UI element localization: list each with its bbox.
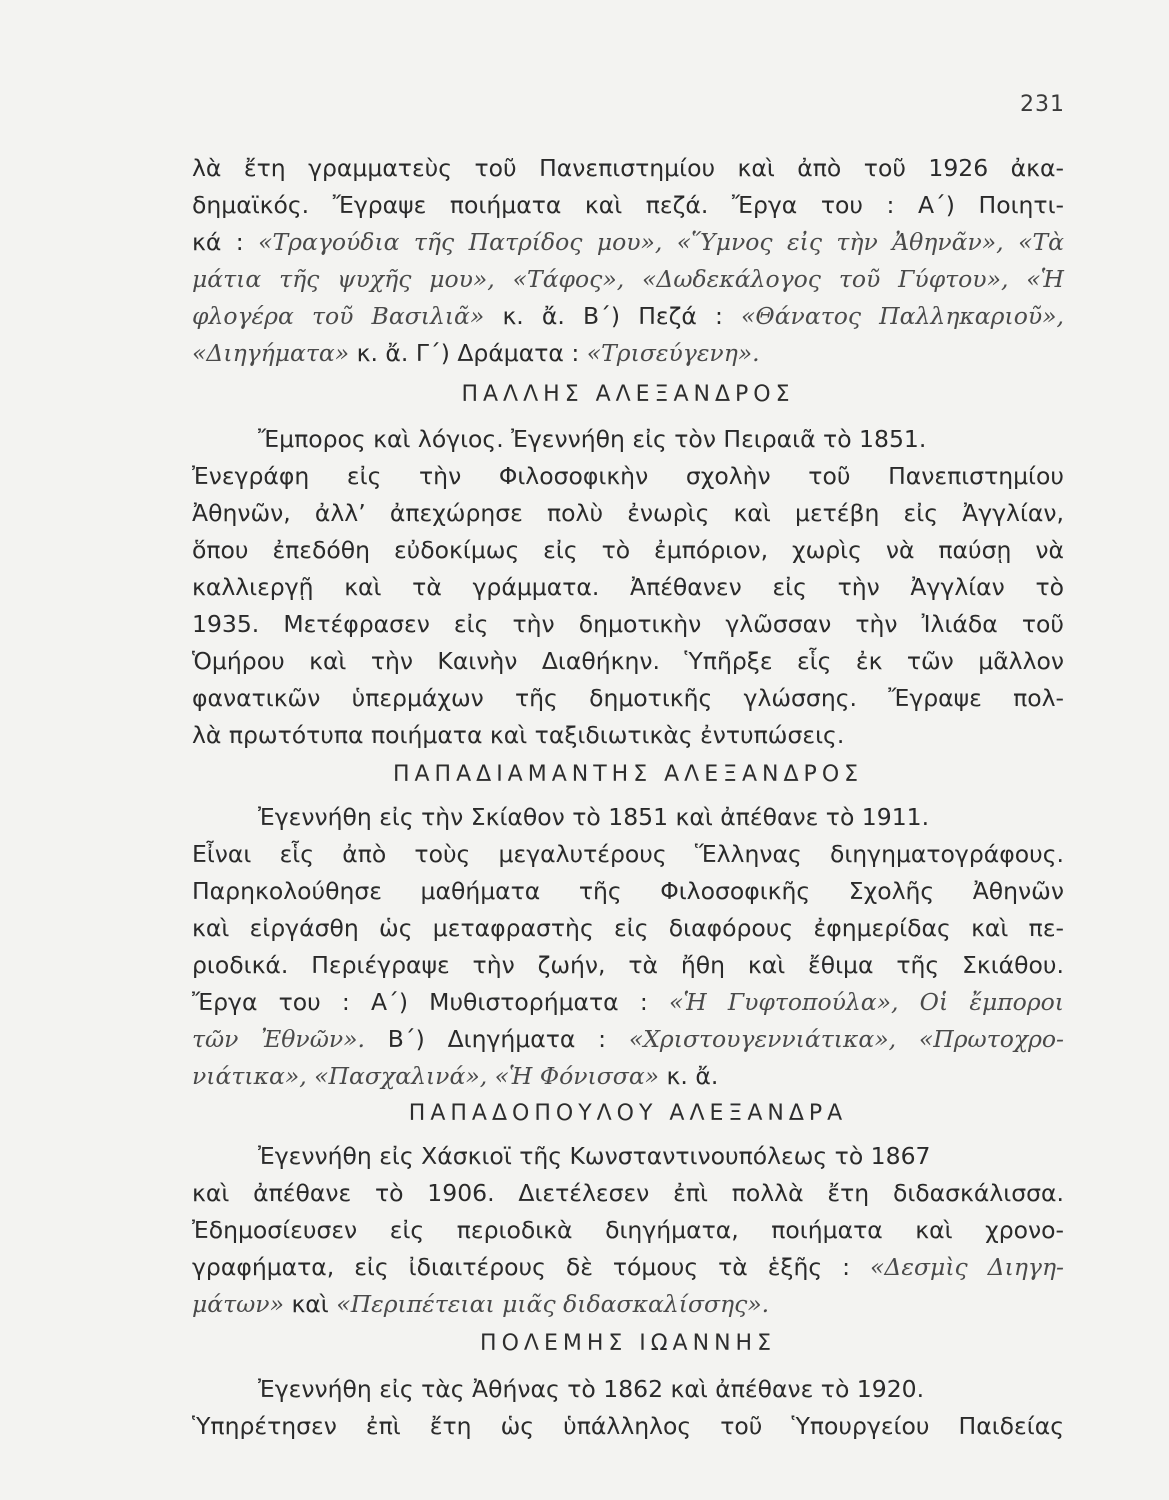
papadopoulou-line-3: Ἐδημοσίευσεν εἰς περιοδικὰ διηγήματα, ποιήματα καὶ χρονο-: [192, 1216, 1064, 1244]
pallis-line-2: Ἐνεγράφη εἰς τὴν Φιλοσοφικὴν σχολὴν τοῦ Πανεπιστημίου: [192, 462, 1064, 490]
intro-line-5c: «Θάνατος Παλληκαριοῦ»,: [741, 302, 1064, 330]
papadopoulou-line-5: [192, 1289, 1064, 1319]
pallis-line-4: ὅπου ἐπεδόθη εὐδοκίμως εἰς τὸ ἐμπόριον, χωρὶς νὰ παύσῃ νὰ: [192, 536, 1064, 564]
page-number: 231: [1020, 92, 1065, 117]
pallis-line-8: φανατικῶν ὑπερμάχων τῆς δημοτικῆς γλώσσης. Ἔγραψε πολ-: [192, 684, 1064, 712]
intro-line-3a: κά :: [192, 228, 259, 256]
intro-line-4: μάτια τῆς ψυχῆς μου», «Τάφος», «Δωδεκάλογος τοῦ Γύφτου», «Ἡ: [192, 265, 1064, 293]
papadiamantis-line-6b: «Ἡ Γυφτοπούλα», Οἱ ἔμποροι: [668, 988, 1064, 1016]
polemis-line-2: Ὑπηρέτησεν ἐπὶ ἔτη ὡς ὑπάλληλος τοῦ Ὑπουργείου Παιδείας: [192, 1412, 1064, 1440]
papadiamantis-line-4: καὶ εἰργάσθη ὡς μεταφραστὴς εἰς διαφόρους ἐφημερίδας καὶ πε-: [192, 914, 1064, 942]
papadopoulou-line-4a: γραφήματα, εἰς ἰδιαιτέρους δὲ τόμους τὰ ἑξῆς :: [192, 1253, 871, 1281]
pallis-line-9: λὰ πρωτότυπα ποιήματα καὶ ταξιδιωτικὰς ἐντυπώσεις.: [192, 721, 845, 749]
papadiamantis-line-8a: νιάτικα», «Πασχαλινά», «Ἡ Φόνισσα»: [192, 1062, 660, 1090]
papadiamantis-line-7c: «Χριστουγεννιάτικα», «Πρωτοχρο-: [628, 1025, 1064, 1053]
intro-line-6c: «Τρισεύγενη».: [586, 339, 760, 367]
pallis-line-7: Ὁμήρου καὶ τὴν Καινὴν Διαθήκην. Ὑπῆρξε εἷς ἐκ τῶν μᾶλλον: [192, 647, 1064, 675]
pallis-line-1: Ἔμπορος καὶ λόγιος. Ἐγεννήθη εἰς τὸν Πειραιᾶ τὸ 1851.: [258, 425, 927, 453]
papadopoulou-line-5a: μάτων»: [192, 1290, 284, 1318]
heading-polemis: ΠΟΛΕΜΗΣ ΙΩΑΝΝΗΣ: [480, 1331, 776, 1356]
papadiamantis-line-2: Εἶναι εἷς ἀπὸ τοὺς μεγαλυτέρους Ἕλληνας διηγηματογράφους.: [192, 840, 1064, 868]
papadiamantis-line-1: Ἐγεννήθη εἰς τὴν Σκίαθον τὸ 1851 καὶ ἀπέθανε τὸ 1911.: [258, 803, 930, 831]
heading-pallis: ΠΑΛΛΗΣ ΑΛΕΞΑΝΔΡΟΣ: [461, 382, 795, 407]
intro-line-6: [192, 338, 1064, 368]
papadiamantis-line-5: ριοδικά. Περιέγραψε τὴν ζωήν, τὰ ἤθη καὶ ἔθιμα τῆς Σκιάθου.: [192, 951, 1064, 979]
intro-works-titles-1: «Τραγούδια τῆς Πατρίδος μου», «Ὕμνος εἰς τὴν Ἀθηνᾶν», «Τὰ: [258, 228, 1064, 256]
intro-line-5b: κ. ἄ. Β΄) Πεζά :: [484, 302, 742, 330]
papadiamantis-line-7a: τῶν Ἐθνῶν».: [192, 1025, 365, 1053]
papadopoulou-line-2: καὶ ἀπέθανε τὸ 1906. Διετέλεσεν ἐπὶ πολλὰ ἔτη διδασκάλισσα.: [192, 1179, 1064, 1207]
papadiamantis-line-6a: Ἔργα του : Α΄) Μυθιστορήματα :: [192, 988, 669, 1016]
papadopoulou-line-5c: «Περιπέτειαι μιᾶς διδασκαλίσσης».: [336, 1290, 770, 1318]
papadopoulou-line-4: [192, 1252, 1064, 1282]
pallis-line-6: 1935. Μετέφρασεν εἰς τὴν δημοτικὴν γλῶσσαν τὴν Ἰλιάδα τοῦ: [192, 610, 1064, 638]
papadiamantis-line-8: [192, 1061, 1064, 1091]
papadopoulou-line-4b: «Δεσμὶς Διηγη-: [870, 1253, 1064, 1281]
heading-papadiamantis: ΠΑΠΑΔΙΑΜΑΝΤΗΣ ΑΛΕΞΑΝΔΡΟΣ: [392, 762, 864, 787]
intro-line-6b: κ. ἄ. Γ΄) Δράματα :: [349, 339, 587, 367]
intro-line-6a: «Διηγήματα»: [192, 339, 350, 367]
intro-line-5: [192, 301, 1064, 331]
polemis-line-1: Ἐγεννήθη εἰς τὰς Ἀθήνας τὸ 1862 καὶ ἀπέθανε τὸ 1920.: [258, 1375, 925, 1403]
papadopoulou-line-1: Ἐγεννήθη εἰς Χάσκιοϊ τῆς Κωνσταντινουπόλεως τὸ 1867: [258, 1142, 931, 1170]
papadiamantis-line-3: Παρηκολούθησε μαθήματα τῆς Φιλοσοφικῆς Σχολῆς Ἀθηνῶν: [192, 877, 1064, 905]
intro-line-3: [192, 227, 1064, 257]
papadiamantis-line-6: [192, 987, 1064, 1017]
heading-papadopoulou: ΠΑΠΑΔΟΠΟΥΛΟΥ ΑΛΕΞΑΝΔΡΑ: [408, 1101, 848, 1126]
intro-line-2: δημαϊκός. Ἔγραψε ποιήματα καὶ πεζά. Ἔργα του : Α΄) Ποιητι-: [192, 191, 1064, 219]
papadiamantis-line-8b: κ. ἄ.: [659, 1062, 719, 1090]
intro-line-1: λὰ ἔτη γραμματεὺς τοῦ Πανεπιστημίου καὶ ἀπὸ τοῦ 1926 ἀκα-: [192, 154, 1064, 182]
pallis-line-5: καλλιεργῇ καὶ τὰ γράμματα. Ἀπέθανεν εἰς τὴν Ἀγγλίαν τὸ: [192, 573, 1064, 601]
papadiamantis-line-7b: Β΄) Διηγήματα :: [365, 1025, 629, 1053]
pallis-line-3: Ἀθηνῶν, ἀλλ’ ἀπεχώρησε πολὺ ἐνωρὶς καὶ μετέβη εἰς Ἀγγλίαν,: [192, 499, 1064, 527]
papadopoulou-line-5b: καὶ: [283, 1290, 337, 1318]
intro-line-5a: φλογέρα τοῦ Βασιλιᾶ»: [192, 302, 485, 330]
papadiamantis-line-7: [192, 1024, 1064, 1054]
